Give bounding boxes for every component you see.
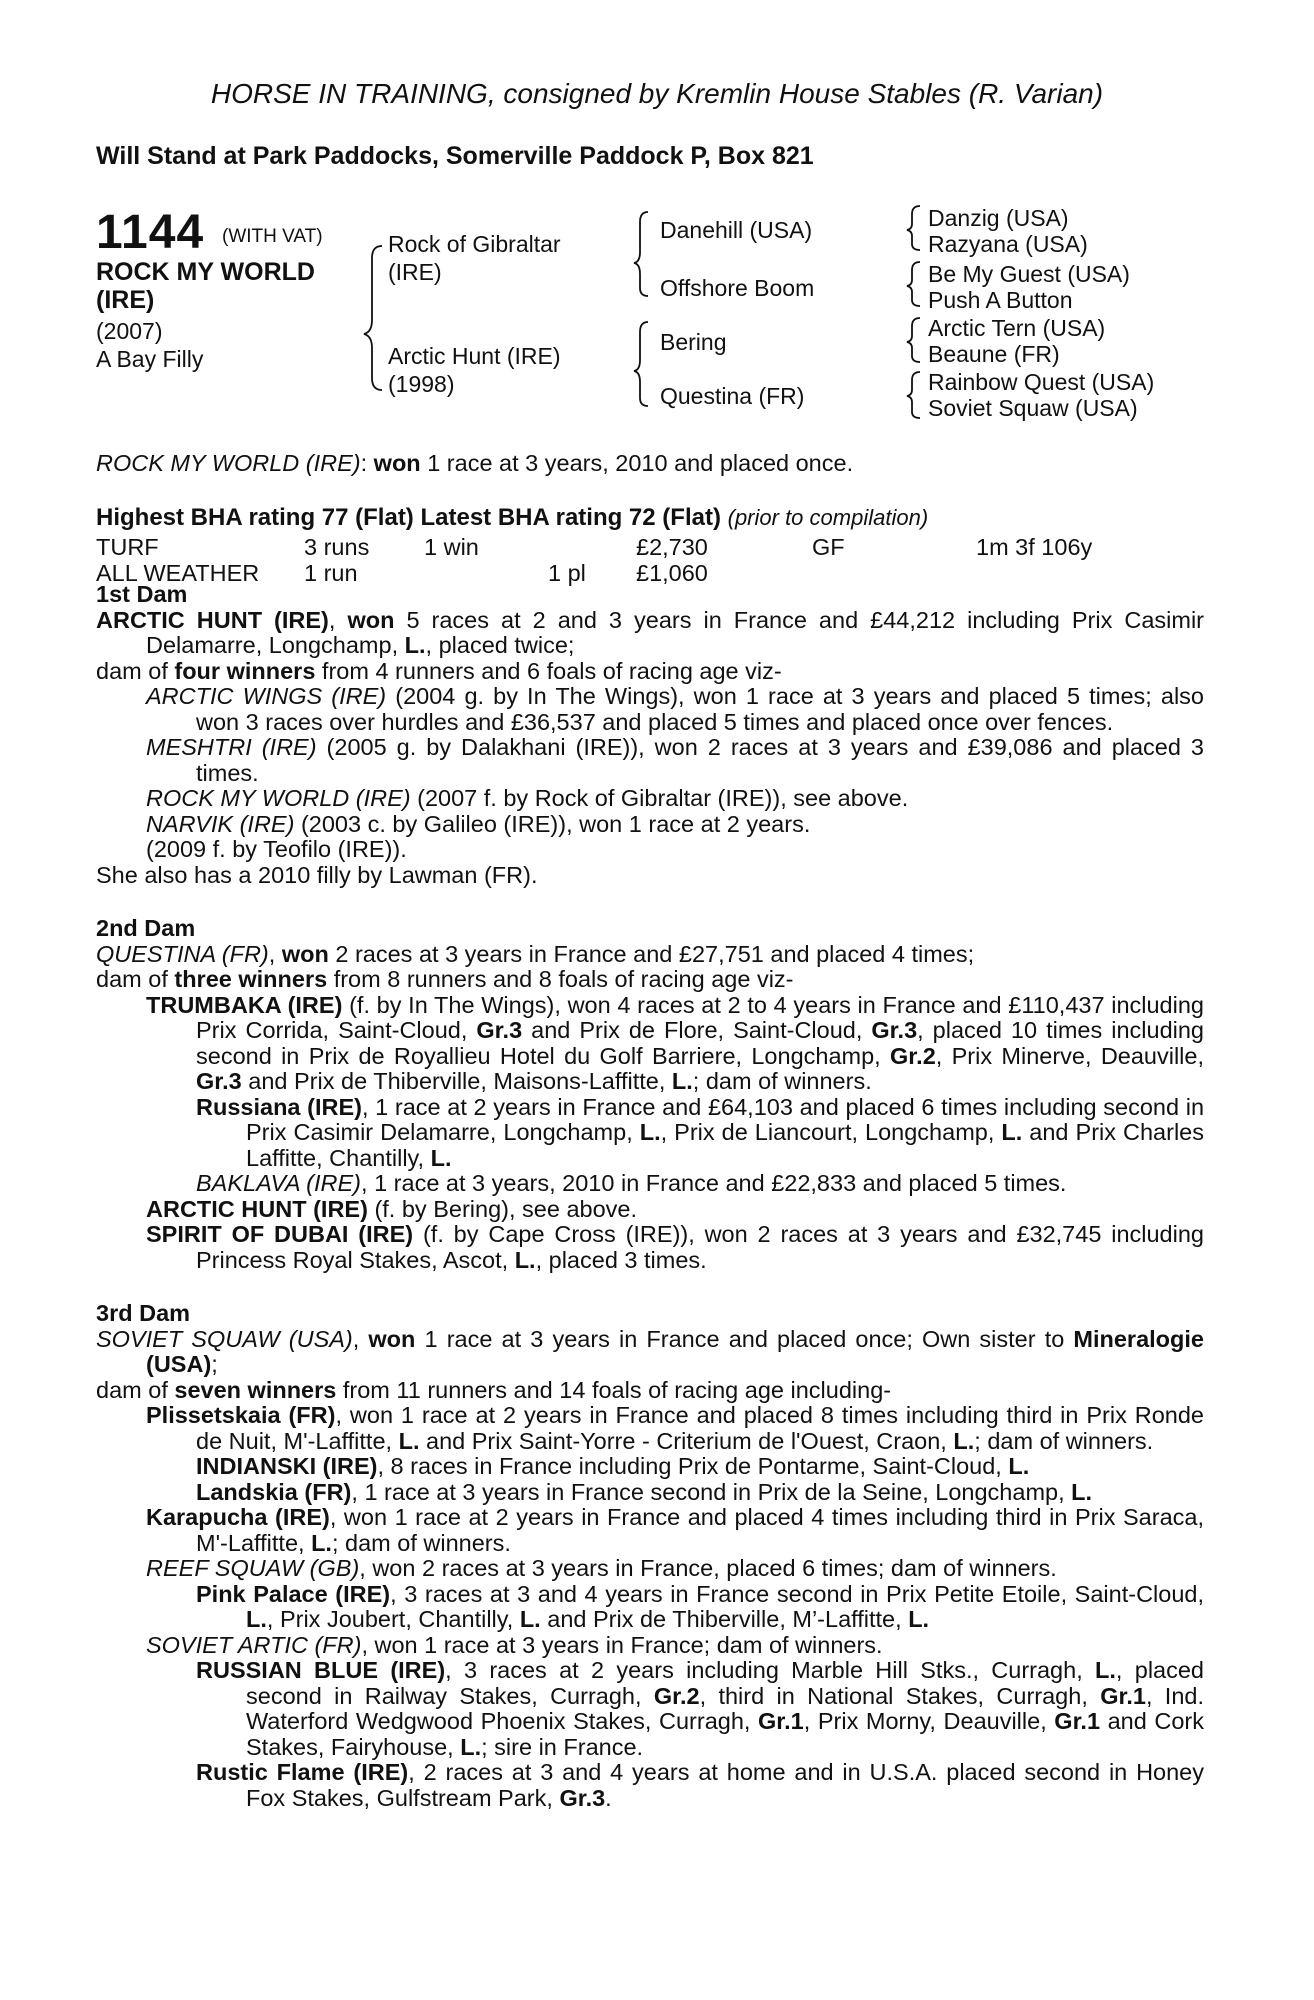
text-run: L. — [1071, 1478, 1093, 1505]
text-run: L. — [246, 1606, 267, 1632]
text-run: TRUMBAKA (IRE) — [146, 991, 343, 1018]
dam1-produce-5: (2009 f. by Teofilo (IRE)). — [146, 836, 407, 862]
text-run: RUSSIAN BLUE (IRE) — [196, 1657, 446, 1683]
text-run: dam of — [96, 657, 175, 684]
text-run: ; dam of winners. — [331, 1529, 511, 1556]
text-run: Gr.2 — [890, 1042, 936, 1069]
text-run: Gr.3 — [871, 1017, 918, 1043]
text-run: ; sire in France. — [481, 1733, 644, 1760]
text-run: and Prix Saint-Yorre - Criterium de l'Ouest, Craon, — [419, 1427, 954, 1454]
text-run: ARCTIC HUNT (IRE) — [96, 606, 329, 633]
text-run: four winners — [174, 657, 316, 684]
text-run: Russiana (IRE) — [196, 1093, 362, 1120]
dam2-produce-2 — [96, 1197, 1204, 1223]
record-distance: 1m 3f 106y — [976, 534, 1093, 560]
text-run: , won 1 race at 2 years in France and placed 8 times including third in Prix Ronde de Nuit, M'-Laffitte, — [196, 1402, 1204, 1454]
horse-name-line1: ROCK MY WORLD — [96, 258, 315, 286]
pedigree-bracket-dam — [634, 322, 648, 406]
text-run: L. — [671, 1068, 693, 1094]
text-run: SOVIET SQUAW (USA) — [96, 1325, 353, 1352]
pedigree-dam: Arctic Hunt (IRE) — [388, 343, 561, 369]
dam3-paragraph — [96, 1327, 1204, 1378]
record-runs: 1 run — [304, 560, 358, 586]
pedigree-dam-dam: Questina (FR) — [660, 383, 805, 409]
text-run: Karapucha (IRE) — [146, 1504, 330, 1530]
text-run: Mineralogie (USA) — [146, 1325, 1204, 1377]
dam3-produce-4-offspring-1 — [96, 1658, 1204, 1760]
text-run: , — [352, 1325, 369, 1352]
pedigree-bracket-dd — [907, 372, 920, 418]
horse-name-line2: (IRE) — [96, 286, 155, 314]
pedigree-sdd: Push A Button — [928, 287, 1073, 313]
dam1-paragraph — [96, 608, 1204, 659]
dam2-paragraph — [96, 942, 1204, 968]
text-run: Gr.1 — [758, 1708, 804, 1734]
dam2-produce-1-offspring — [96, 1095, 1204, 1172]
text-run: , placed 10 times including second in Prix de Royallieu Hotel du Golf Barriere, Longchamp, — [196, 1017, 1204, 1069]
text-run: 1 race at 3 years in France and placed once; Own sister to — [415, 1325, 1074, 1352]
dam3-produce-1-offspring-1 — [96, 1454, 1204, 1480]
rating-line — [96, 504, 928, 532]
record-money: £2,730 — [636, 534, 708, 560]
dam1-produce-summary — [96, 659, 1204, 685]
text-run: (2005 g. by Dalakhani (IRE)), won 2 races at 3 years and £39,086 and placed 3 times. — [196, 734, 1204, 786]
text-run: and Cork Stakes, Fairyhouse, — [246, 1708, 1204, 1760]
pedigree-sss: Danzig (USA) — [928, 205, 1069, 231]
lot-number: 1144 — [96, 206, 205, 259]
rating-text: Highest BHA rating 77 (Flat) Latest BHA rating 72 (Flat) — [96, 504, 721, 531]
text-run: Rustic Flame (IRE) — [196, 1759, 409, 1785]
pedigree-dsd: Beaune (FR) — [928, 341, 1060, 367]
dam2-produce-summary — [96, 967, 1204, 993]
pedigree-bracket-main — [364, 246, 382, 390]
text-run: L. — [311, 1529, 332, 1556]
dam3-produce-1 — [96, 1403, 1204, 1454]
dam2-produce-1-offspring-2 — [96, 1171, 1204, 1197]
text-run: QUESTINA (FR) — [96, 940, 269, 967]
text-run: L. — [1008, 1453, 1030, 1479]
text-run: Plissetskaia (FR) — [146, 1402, 336, 1428]
dam2-produce-3 — [96, 1222, 1204, 1273]
dam1-note: She also has a 2010 filly by Lawman (FR). — [96, 861, 538, 888]
pedigree-ssd: Razyana (USA) — [928, 231, 1088, 257]
dam1-produce-1 — [96, 684, 1204, 735]
text-run: from 11 runners and 14 foals of racing age including- — [336, 1376, 892, 1403]
location-line: Will Stand at Park Paddocks, Somerville Paddock P, Box 821 — [96, 142, 814, 170]
text-run: (2007 f. by Rock of Gibraltar (IRE)), see above. — [410, 785, 909, 811]
text-run: NARVIK (IRE) — [146, 810, 295, 837]
text-run: L. — [430, 1144, 452, 1171]
text-run: MESHTRI (IRE) — [146, 734, 317, 760]
text-run: L. — [639, 1119, 661, 1145]
pedigree-ddd: Soviet Squaw (USA) — [928, 395, 1138, 421]
record-going: GF — [812, 534, 845, 560]
record-placed: 1 pl — [548, 560, 586, 586]
text-run: , won 1 race at 3 years in France; dam of winners. — [361, 1631, 883, 1658]
pedigree-sire: Rock of Gibraltar — [388, 231, 561, 257]
text-run: 2 races at 3 years in France and £27,751 and placed 4 times; — [328, 940, 975, 967]
text-run: L. — [404, 632, 426, 658]
text-run: Gr.1 — [1054, 1708, 1101, 1734]
pedigree-dss: Arctic Tern (USA) — [928, 315, 1106, 341]
text-run: Gr.3 — [559, 1784, 606, 1811]
rating-note: (prior to compilation) — [727, 505, 929, 530]
text-run: , Prix Joubert, Chantilly, — [266, 1606, 520, 1632]
pedigree-sire-dam: Offshore Boom — [660, 275, 815, 301]
text-run: L. — [514, 1246, 536, 1273]
dam3-produce-1-offspring-2 — [96, 1480, 1204, 1506]
pedigree-bracket-sd — [907, 262, 920, 306]
text-run: (2003 c. by Galileo (IRE)), won 1 race at 2 years. — [294, 810, 811, 837]
text-run: ARCTIC WINGS (IRE) — [146, 683, 387, 709]
pedigree-sire-country: (IRE) — [388, 259, 442, 285]
text-run: Landskia (FR) — [196, 1478, 352, 1505]
text-run: L. — [519, 1606, 541, 1632]
text-run: ROCK MY WORLD (IRE) — [146, 785, 411, 811]
dam3-produce-4-offspring-2 — [96, 1760, 1204, 1811]
text-run: INDIANSKI (IRE) — [196, 1453, 378, 1479]
text-run: won — [368, 1325, 416, 1352]
text-run: , Prix Morny, Deauville, — [803, 1708, 1055, 1734]
text-run: and Prix de Thiberville, Maisons-Laffitte, — [241, 1068, 672, 1094]
horse-year: (2007) — [96, 318, 163, 344]
text-run: , 2 races at 3 and 4 years at home and in U.S.A. placed second in Honey Fox Stakes, Gulfstream Park, — [246, 1759, 1205, 1811]
dam2-produce-1 — [96, 993, 1204, 1095]
text-run: , 1 race at 3 years in France second in Prix de la Seine, Longchamp, — [351, 1478, 1072, 1505]
text-run: L. — [953, 1427, 975, 1454]
text-run: , — [328, 606, 348, 633]
text-run: Gr.3 — [196, 1068, 242, 1094]
vat-label: (WITH VAT) — [222, 226, 323, 247]
text-run: (f. by Cape Cross (IRE)), won 2 races at 3 years and £32,745 including Princess Royal Stakes, Ascot, — [196, 1221, 1204, 1273]
text-run: and Prix de Flore, Saint-Cloud, — [522, 1017, 872, 1043]
text-run: , won 2 races at 3 years in France, placed 6 times; dam of winners. — [359, 1555, 1057, 1581]
text-run: L. — [1095, 1657, 1116, 1683]
dam1-produce-3 — [96, 786, 1204, 812]
pedigree-body — [96, 582, 1204, 1811]
text-run: , Ind. Waterford Wedgwood Phoenix Stakes, Curragh, — [246, 1682, 1205, 1734]
text-run: , 1 race at 2 years in France and £64,103 and placed 6 times including second in Prix Casimir Delamarre, Longchamp, — [246, 1093, 1205, 1145]
summary-won: won — [373, 450, 421, 476]
dam1-produce-4 — [96, 812, 1204, 838]
text-run: SOVIET ARTIC (FR) — [146, 1631, 362, 1658]
text-run: won — [347, 606, 395, 633]
text-run: (f. by Bering), see above. — [367, 1195, 638, 1222]
summary-horse-name: ROCK MY WORLD (IRE) — [96, 450, 361, 476]
horse-description: A Bay Filly — [96, 346, 204, 372]
text-run: ; dam of winners. — [692, 1068, 872, 1094]
dam3-produce-3 — [96, 1556, 1204, 1582]
pedigree-bracket-sire — [634, 212, 648, 296]
text-run: from 4 runners and 6 foals of racing age viz- — [315, 657, 782, 684]
text-run: , Prix de Liancourt, Longchamp, — [660, 1119, 1002, 1145]
text-run: , Prix Minerve, Deauville, — [935, 1042, 1205, 1069]
text-run: , placed twice; — [425, 632, 575, 658]
text-run: , placed 3 times. — [535, 1246, 707, 1273]
text-run: (f. by In The Wings), won 4 races at 2 to 4 years in France and £110,437 including Prix Corrida, Saint-Cloud, — [196, 991, 1204, 1043]
text-run: L. — [460, 1733, 482, 1760]
summary-colon: : — [360, 450, 368, 476]
text-run: , won 1 race at 2 years in France and placed 4 times including third in Prix Saraca, M'-Laffitte, — [196, 1504, 1204, 1556]
dam3-produce-2 — [96, 1505, 1204, 1556]
page-title: HORSE IN TRAINING, consigned by Kremlin House Stables (R. Varian) — [210, 78, 1104, 109]
text-run: 5 races at 2 and 3 years in France and £44,212 including Prix Casimir Delamarre, Longchamp, — [146, 606, 1204, 658]
text-run: SPIRIT OF DUBAI (IRE) — [146, 1221, 414, 1247]
text-run: , placed second in Railway Stakes, Curragh, — [246, 1657, 1204, 1709]
dam1-heading: 1st Dam — [96, 581, 188, 607]
text-run: . — [605, 1784, 612, 1811]
text-run: L. — [908, 1606, 930, 1632]
pedigree-bracket-ss — [907, 206, 920, 250]
race-summary — [96, 450, 853, 477]
text-run: ; — [211, 1351, 218, 1377]
dam1-produce-2 — [96, 735, 1204, 786]
text-run: L. — [1001, 1119, 1023, 1145]
pedigree-dam-sire: Bering — [660, 329, 727, 355]
summary-rest: 1 race at 3 years, 2010 and placed once. — [420, 450, 854, 476]
text-run: BAKLAVA (IRE) — [196, 1170, 362, 1196]
text-run: , 8 races in France including Prix de Pontarme, Saint-Cloud, — [377, 1453, 1009, 1479]
record-wins: 1 win — [424, 534, 479, 560]
text-run: , 1 race at 3 years, 2010 in France and £22,833 and placed 5 times. — [361, 1170, 1067, 1196]
text-run: three winners — [174, 966, 328, 992]
text-run: dam of — [96, 1376, 175, 1403]
record-surface: ALL WEATHER — [96, 560, 260, 586]
text-run: and Prix Charles Laffitte, Chantilly, — [246, 1119, 1204, 1171]
text-run: Gr.3 — [476, 1017, 523, 1043]
text-run: , 3 races at 2 years including Marble Hill Stks., Curragh, — [445, 1657, 1096, 1683]
dam3-produce-summary — [96, 1378, 1204, 1404]
pedigree-sire-sire: Danehill (USA) — [660, 217, 813, 243]
text-run: , — [268, 940, 282, 967]
record-runs: 3 runs — [304, 534, 370, 560]
text-run: REEF SQUAW (GB) — [146, 1555, 360, 1581]
record-money: £1,060 — [636, 560, 708, 586]
text-run: dam of — [96, 966, 175, 992]
text-run: L. — [398, 1427, 420, 1454]
text-run: and Prix de Thiberville, M’-Laffitte, — [540, 1606, 909, 1632]
pedigree-sds: Be My Guest (USA) — [928, 261, 1130, 287]
text-run: Pink Palace (IRE) — [196, 1580, 391, 1607]
text-run: seven winners — [174, 1376, 337, 1403]
text-run: Gr.2 — [653, 1682, 700, 1709]
dam2-heading: 2nd Dam — [96, 915, 196, 941]
record-surface: TURF — [96, 534, 159, 560]
text-run: ; dam of winners. — [974, 1427, 1154, 1454]
text-run: from 8 runners and 8 foals of racing age viz- — [327, 966, 794, 992]
dam3-heading: 3rd Dam — [96, 1300, 191, 1326]
text-run: won — [281, 940, 329, 967]
pedigree-dam-year: (1998) — [388, 371, 455, 397]
text-run: , 3 races at 3 and 4 years in France second in Prix Petite Etoile, Saint-Cloud, — [390, 1580, 1205, 1607]
dam3-produce-3-offspring — [96, 1582, 1204, 1633]
dam3-produce-4 — [96, 1633, 1204, 1659]
text-run: , third in National Stakes, Curragh, — [699, 1682, 1101, 1709]
text-run: (2004 g. by In The Wings), won 1 race at 3 years and placed 5 times; also won 3 races over hurdles and £36,537 and placed 5 times and placed once over fences. — [196, 683, 1204, 735]
text-run: ARCTIC HUNT (IRE) — [146, 1195, 368, 1222]
text-run: Gr.1 — [1100, 1682, 1146, 1709]
pedigree-dds: Rainbow Quest (USA) — [928, 369, 1155, 395]
pedigree-bracket-ds — [907, 318, 920, 362]
